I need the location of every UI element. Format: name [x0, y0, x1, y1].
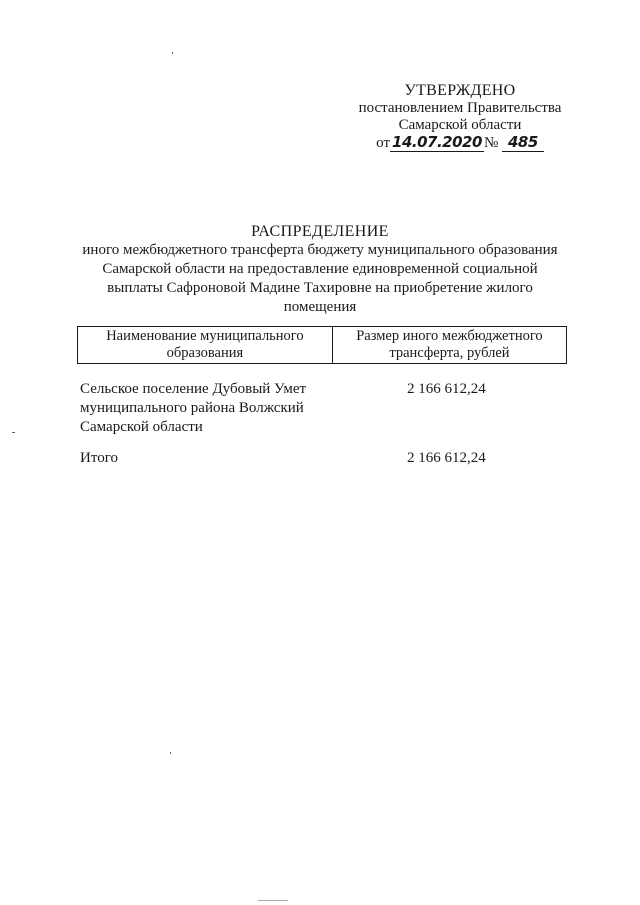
- table-header-row: [78, 327, 567, 364]
- approval-line-1: постановлением Правительства: [358, 100, 562, 116]
- table-row: [80, 380, 570, 437]
- row-amount: 2 166 612,24: [407, 381, 486, 397]
- table-header: [77, 326, 567, 364]
- scan-mark: [258, 900, 288, 901]
- table-total-row: [80, 449, 570, 468]
- header-municipality: Наименование муниципального образования: [78, 327, 333, 364]
- scan-mark: [12, 432, 15, 433]
- title-line-2: Самарской области на предоставление единовременной социальной: [102, 261, 538, 277]
- title-heading: РАСПРЕДЕЛЕНИЕ: [251, 223, 389, 240]
- number-prefix: №: [483, 135, 499, 151]
- approval-number: 485: [502, 133, 544, 152]
- approval-date: 14.07.2020: [392, 133, 482, 151]
- approval-stamp: [340, 82, 580, 152]
- document-title: [70, 222, 570, 317]
- row-municipality-name: Сельское поселение Дубовый Умет муниципального района Волжский Самарской области: [80, 381, 307, 435]
- approval-heading: УТВЕРЖДЕНО: [404, 82, 516, 99]
- total-amount: 2 166 612,24: [407, 450, 486, 466]
- approval-date-line: [340, 134, 580, 152]
- scan-mark: [170, 752, 171, 754]
- header-transfer-amount: Размер иного межбюджетного трансферта, рублей: [332, 327, 566, 364]
- scan-mark: [172, 52, 173, 54]
- title-line-3: выплаты Сафроновой Мадине Тахировне на приобретение жилого: [107, 280, 533, 296]
- approval-line-2: Самарской области: [398, 117, 522, 133]
- table-body: [80, 380, 570, 468]
- date-prefix: от: [376, 135, 391, 151]
- title-line-1: иного межбюджетного трансферта бюджету муниципального образования: [82, 242, 558, 258]
- title-line-4: помещения: [283, 299, 357, 315]
- total-label: Итого: [80, 450, 118, 466]
